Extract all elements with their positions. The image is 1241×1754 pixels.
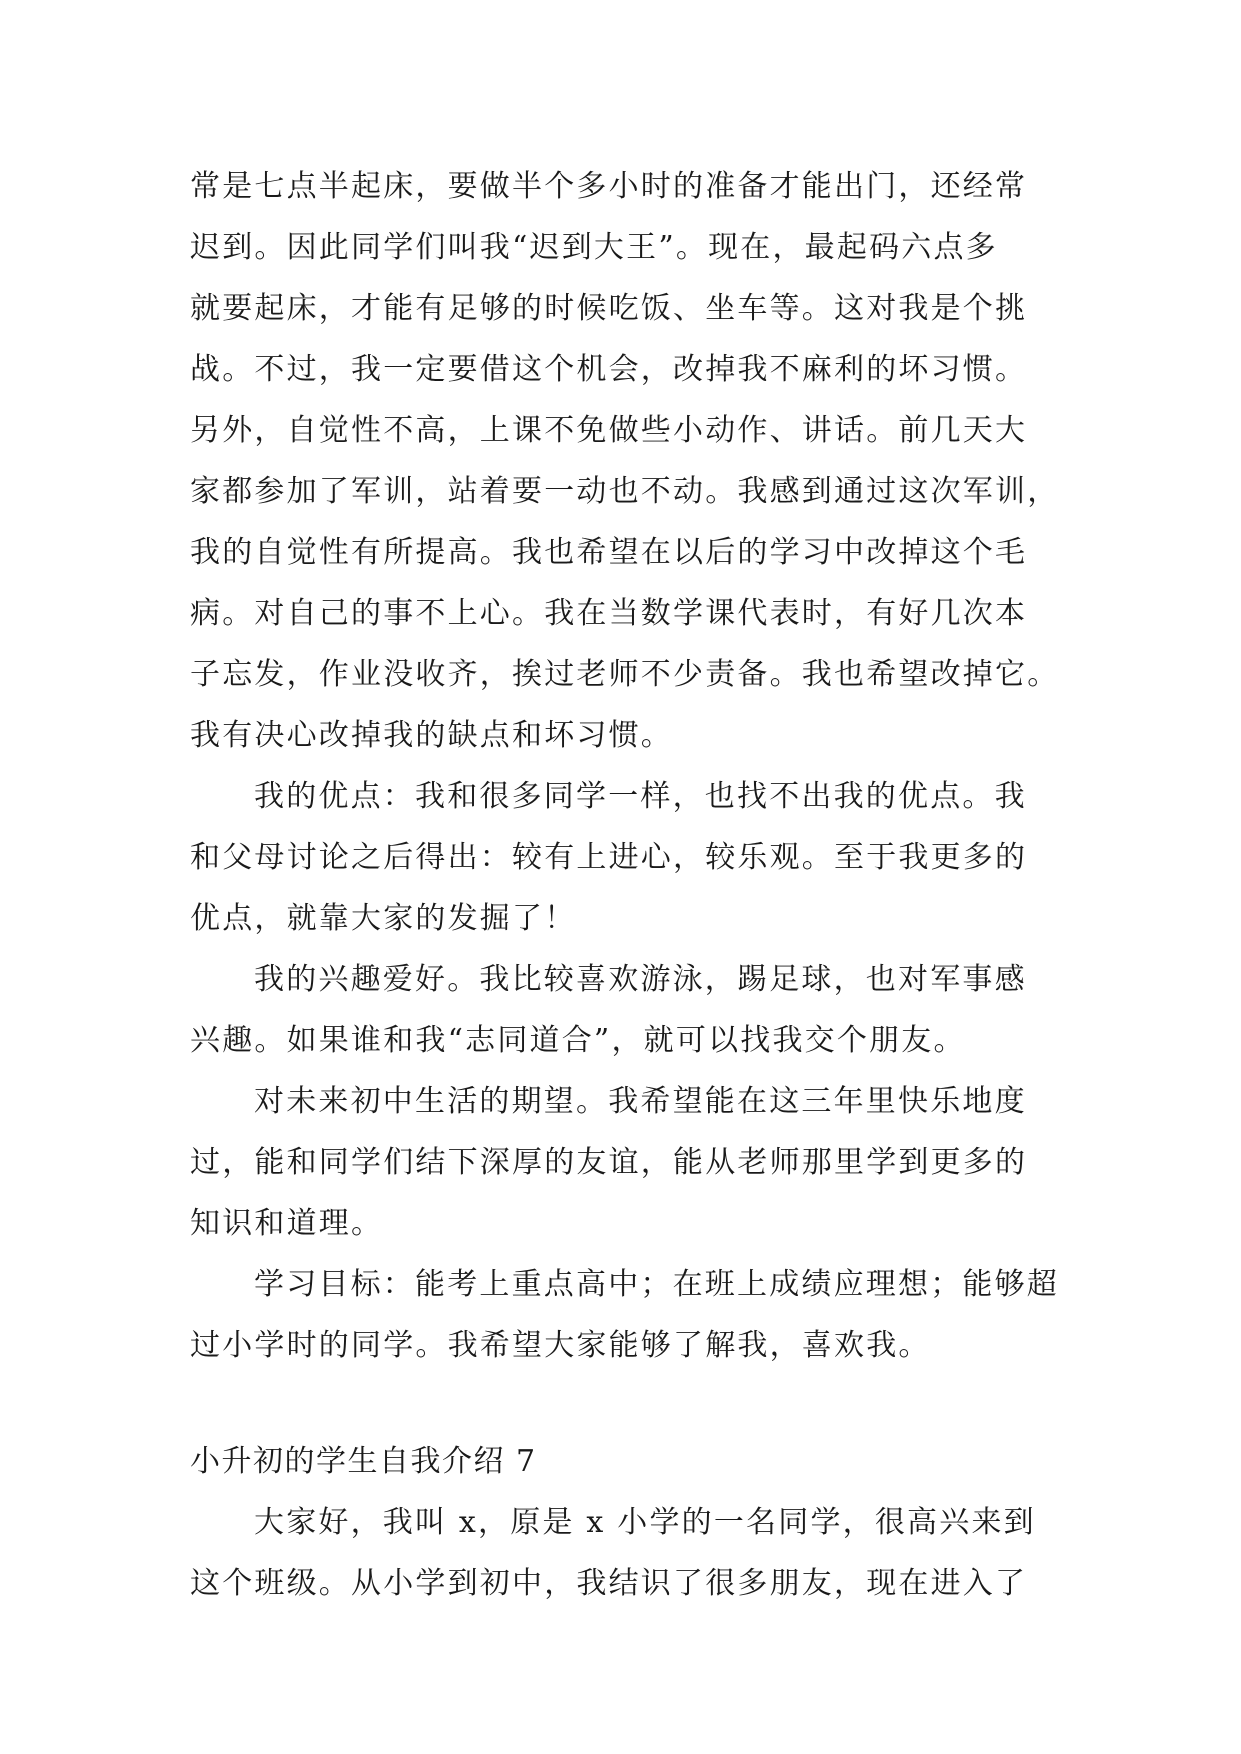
text-line: 学习目标：能考上重点高中；在班上成绩应理想；能够超 <box>254 1267 1059 1302</box>
text-line: 过，能和同学们结下深厚的友谊，能从老师那里学到更多的 <box>190 1145 1028 1180</box>
text-line: 另外，自觉性不高，上课不免做些小动作、讲话。前几天大 <box>190 413 1028 448</box>
text-line: 知识和道理。 <box>190 1206 384 1241</box>
text-line: 过小学时的同学。我希望大家能够了解我，喜欢我。 <box>190 1328 931 1363</box>
text-line: 常是七点半起床，要做半个多小时的准备才能出门，还经常 <box>190 169 1028 204</box>
text-line: 优点，就靠大家的发掘了！ <box>190 901 577 936</box>
paragraph-hobbies <box>190 949 1070 1071</box>
section-spacer <box>190 1376 1070 1431</box>
paragraph-shortcomings <box>190 156 1070 766</box>
paragraph-goals <box>190 1254 1070 1376</box>
section-title: 小升初的学生自我介绍 7 <box>190 1444 537 1479</box>
text-line: 兴趣。如果谁和我“志同道合”，就可以找我交个朋友。 <box>190 1023 966 1058</box>
text-line: 和父母讨论之后得出：较有上进心，较乐观。至于我更多的 <box>190 840 1028 875</box>
paragraph-expectations <box>190 1071 1070 1254</box>
text-line: 我的兴趣爱好。我比较喜欢游泳，踢足球，也对军事感 <box>254 962 1027 997</box>
text-line: 家都参加了军训，站着要一动也不动。我感到通过这次军训， <box>190 474 1060 509</box>
text-line: 大家好，我叫 x，原是 x 小学的一名同学，很高兴来到 <box>254 1505 1036 1540</box>
text-line: 这个班级。从小学到初中，我结识了很多朋友，现在进入了 <box>190 1566 1028 1601</box>
text-line: 战。不过，我一定要借这个机会，改掉我不麻利的坏习惯。 <box>190 352 1028 387</box>
text-line: 我的自觉性有所提高。我也希望在以后的学习中改掉这个毛 <box>190 535 1028 570</box>
document-body <box>190 156 1070 1614</box>
text-line: 就要起床，才能有足够的时候吃饭、坐车等。这对我是个挑 <box>190 291 1028 326</box>
paragraph-strengths <box>190 766 1070 949</box>
text-line: 子忘发，作业没收齐，挨过老师不少责备。我也希望改掉它。 <box>190 657 1060 692</box>
text-line: 迟到。因此同学们叫我“迟到大王”。现在，最起码六点多 <box>190 230 998 265</box>
text-line: 我的优点：我和很多同学一样，也找不出我的优点。我 <box>254 779 1027 814</box>
paragraph-introduction <box>190 1492 1070 1614</box>
text-line: 对未来初中生活的期望。我希望能在这三年里快乐地度 <box>254 1084 1027 1119</box>
text-line: 病。对自己的事不上心。我在当数学课代表时，有好几次本 <box>190 596 1028 631</box>
text-line: 我有决心改掉我的缺点和坏习惯。 <box>190 718 673 753</box>
